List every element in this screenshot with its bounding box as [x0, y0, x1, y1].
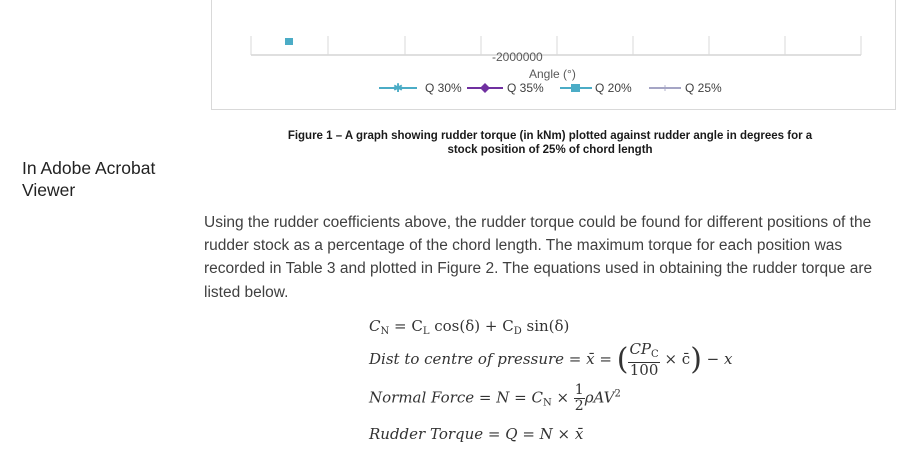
equation-normal-force: Normal Force = $N = C_N$ × $\frac{1}{2}$ ρAV$^2$: [369, 382, 621, 414]
data-point-q20: [285, 38, 293, 45]
legend-item-q30: [379, 81, 462, 95]
legend-label-q20: Q 20%: [595, 81, 632, 95]
side-note-line-2: Viewer: [22, 180, 76, 200]
star-marker-icon: ✱: [392, 81, 404, 95]
legend-label-q30: Q 30%: [425, 81, 462, 95]
side-note: [22, 157, 192, 201]
diamond-marker-icon: [480, 83, 490, 93]
legend: [379, 81, 722, 95]
legend-item-q20: [560, 81, 632, 95]
legend-item-q25: [649, 81, 722, 95]
y-tick-label: -2000000: [492, 50, 543, 64]
vertical-gridlines: [251, 36, 861, 55]
figure-caption: [240, 129, 860, 157]
caption-line-1: Figure 1 – A graph showing rudder torque (in kNm) plotted against rudder angle in degrees for a: [287, 130, 813, 142]
plus-marker-icon: +: [661, 81, 669, 95]
legend-label-q35: Q 35%: [507, 81, 544, 95]
equation-normal-coefficient: $C_N = C_L$ $\cos(\delta) + C_D$ sin(δ): [369, 317, 570, 337]
x-axis-title: Angle (°): [529, 67, 576, 81]
torque-chart: [211, 0, 896, 110]
legend-item-q35: [467, 81, 544, 95]
equation-centre-of-pressure: Dist to centre of pressure = x̄ = ( $\frac{CP_C}{100}$ × c̄) − x: [369, 340, 733, 379]
equation-rudder-torque: Rudder Torque = Q = N × x̄: [369, 425, 584, 443]
body-paragraph: Using the rudder coefficients above, the rudder torque could be found for different positions of the rudder stock as a percentage of the chord length. The maximum torque for each position was recorded in Table 3 and plotted in Figure 2. The equations used in obtaining the rudder torque are listed below.: [204, 214, 873, 301]
legend-label-q25: Q 25%: [685, 81, 722, 95]
caption-line-2: stock position of 25% of chord length: [447, 144, 653, 156]
square-marker-icon: [571, 84, 580, 92]
side-note-line-1: In Adobe Acrobat: [22, 158, 156, 178]
